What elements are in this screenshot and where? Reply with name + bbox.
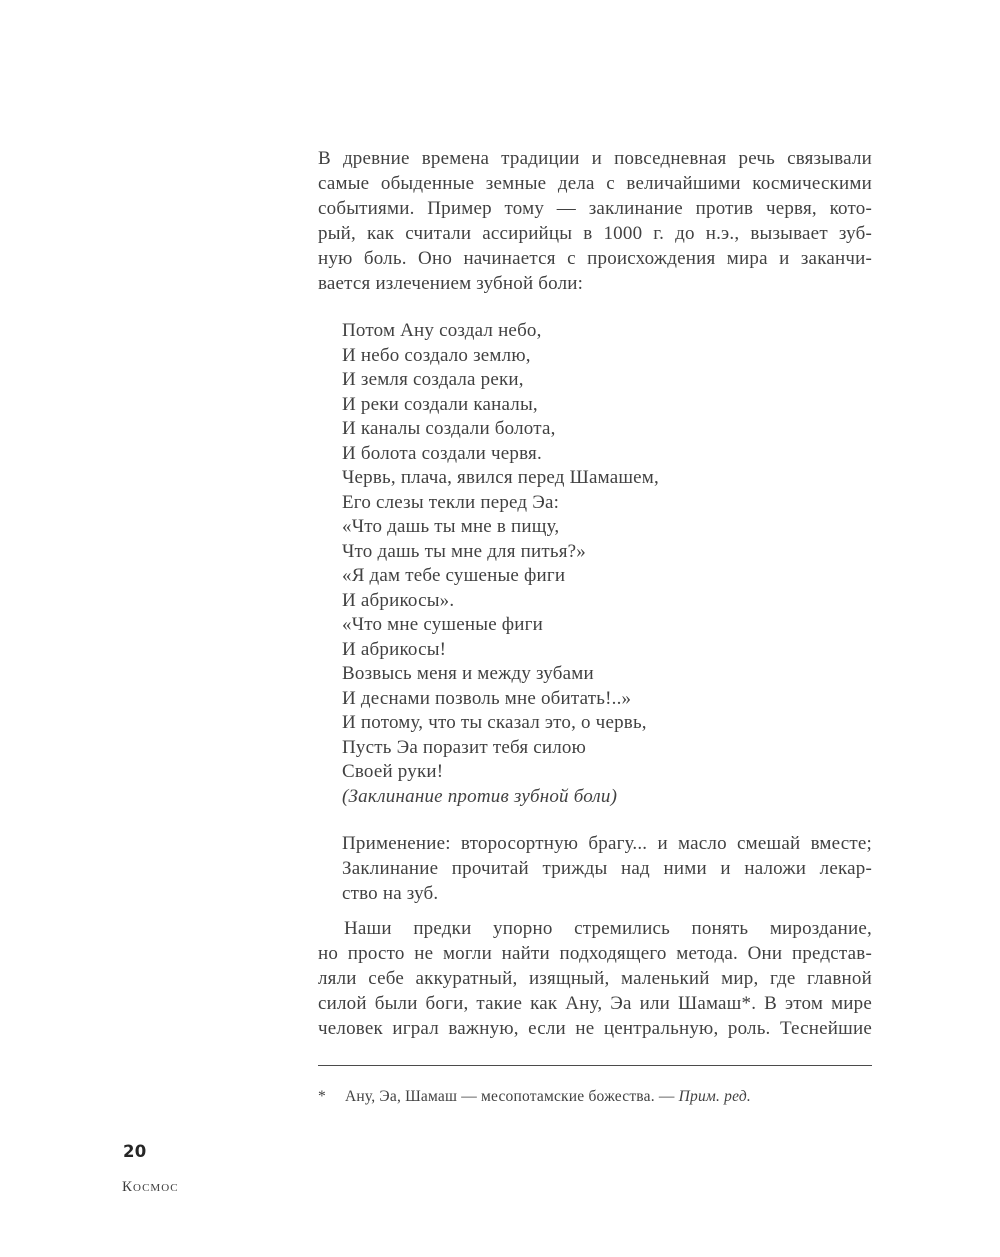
text-line: Заклинание прочитай трижды над ними и наложи лекар- bbox=[342, 858, 872, 879]
text-line: Его слезы текли перед Эа: bbox=[342, 491, 560, 513]
text-line: Наши предки упорно стремились понять мироздание, bbox=[344, 918, 872, 939]
poem-lines bbox=[342, 319, 872, 785]
text-line: Применение: второсортную брагу... и масло смешай вместе; bbox=[342, 833, 872, 854]
text-line: И потому, что ты сказал это, о червь, bbox=[342, 712, 647, 733]
footnote-text bbox=[345, 1087, 751, 1107]
footnote-text-regular: Ану, Эа, Шамаш — месопотамские божества. — bbox=[345, 1088, 679, 1105]
text-line: «Что мне сушеные фиги bbox=[342, 614, 544, 635]
text-line: Своей руки! bbox=[342, 761, 444, 782]
page-number: 20 bbox=[123, 1142, 147, 1161]
text-line: И каналы создали болота, bbox=[342, 418, 556, 439]
text-line: В древние времена традиции и повседневная речь связывали bbox=[318, 148, 872, 169]
text-line: И небо создало землю, bbox=[342, 344, 531, 366]
text-line: силой были боги, такие как Ану, Эа или Шамаш*. В этом мире bbox=[318, 993, 872, 1014]
text-line: но просто не могли найти подходящего метода. Они представ- bbox=[318, 943, 872, 964]
text-line: ство на зуб. bbox=[342, 883, 439, 904]
paragraph-ancestors bbox=[318, 916, 872, 1041]
poem-attribution: (Заклинание против зубной боли) bbox=[342, 785, 618, 807]
text-line: ную боль. Оно начинается с происхождения мира и заканчи- bbox=[318, 248, 872, 269]
paragraph-intro bbox=[318, 146, 872, 296]
text-line: самые обыденные земные дела с величайшими космическими bbox=[318, 173, 872, 194]
text-line: Потом Ану создал небо, bbox=[342, 320, 542, 341]
text-line: И абрикосы». bbox=[342, 589, 455, 611]
text-line: вается излечением зубной боли: bbox=[318, 273, 584, 294]
text-line: «Я дам тебе сушеные фиги bbox=[342, 565, 566, 586]
text-line: рый, как считали ассирийцы в 1000 г. до н.э., вызывает зуб- bbox=[318, 223, 872, 244]
footnote bbox=[318, 1087, 872, 1107]
book-title-running-footer: Космос bbox=[122, 1179, 179, 1195]
text-line: ляли себе аккуратный, изящный, маленький мир, где главной bbox=[318, 968, 872, 989]
text-line: И абрикосы! bbox=[342, 638, 447, 660]
text-line: Червь, плача, явился перед Шамашем, bbox=[342, 467, 659, 488]
text-line: «Что дашь ты мне в пищу, bbox=[342, 516, 560, 537]
text-line: человек играл важную, если не центральную, роль. Теснейшие bbox=[318, 1018, 872, 1039]
paragraph-application bbox=[342, 831, 872, 906]
footnote-editor-note: Прим. ред. bbox=[678, 1088, 751, 1105]
text-line: И деснами позволь мне обитать!..» bbox=[342, 687, 632, 709]
text-line: Возвысь меня и между зубами bbox=[342, 663, 594, 684]
text-line: событиями. Пример тому — заклинание против червя, кото- bbox=[318, 198, 872, 219]
text-line: Что дашь ты мне для питья?» bbox=[342, 540, 587, 562]
footnote-marker: * bbox=[318, 1088, 326, 1105]
poem-incantation bbox=[342, 319, 872, 809]
text-line: И реки создали каналы, bbox=[342, 393, 538, 415]
text-line: Пусть Эа поразит тебя силою bbox=[342, 736, 587, 758]
text-line: И болота создали червя. bbox=[342, 442, 542, 464]
text-line: И земля создала реки, bbox=[342, 369, 524, 390]
footnote-divider bbox=[318, 1065, 872, 1066]
